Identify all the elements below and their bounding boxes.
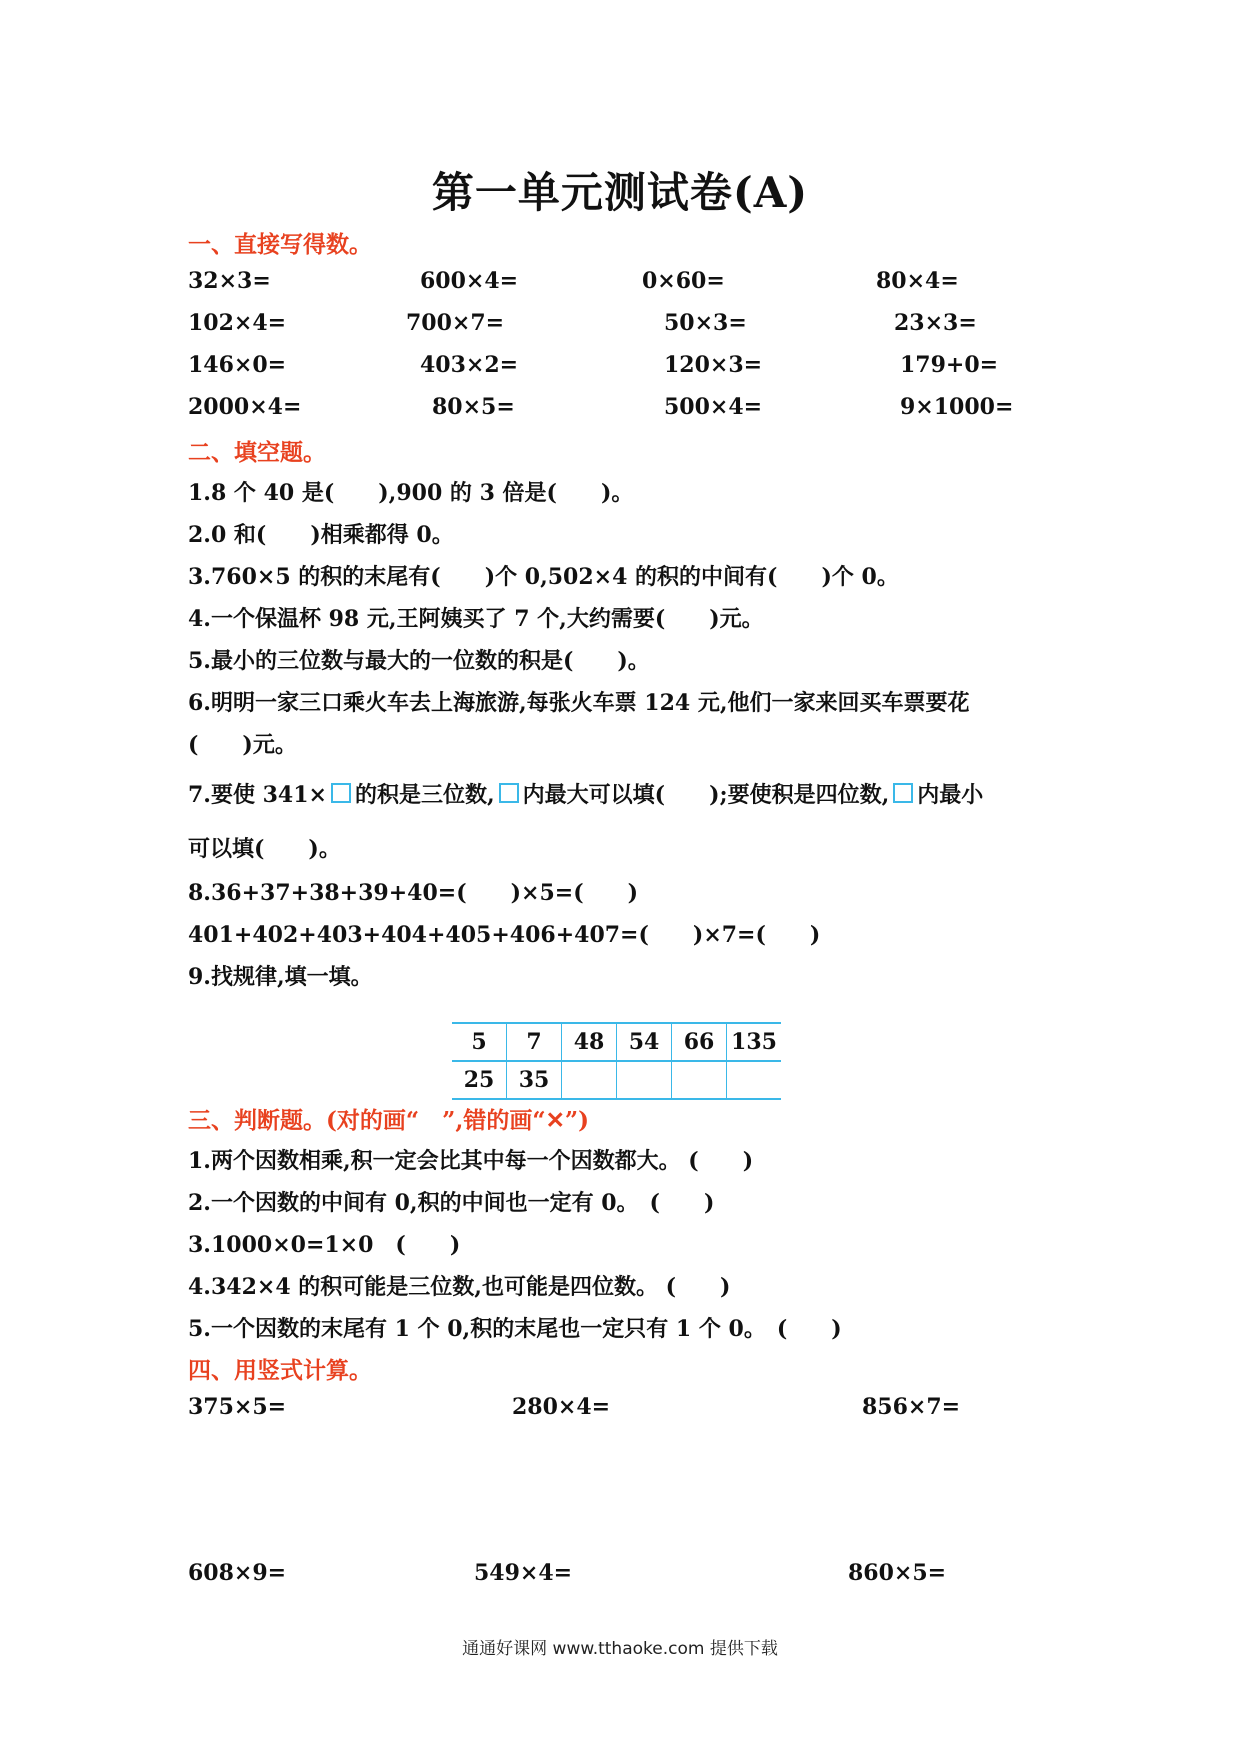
mental-item: 50×3=	[664, 310, 747, 336]
pattern-cell: 25	[452, 1061, 507, 1099]
mental-item: 80×4=	[876, 268, 959, 294]
fill-question-7-line1	[188, 778, 983, 809]
fill-question-8-line1: 8.36+37+38+39+40=( )×5=( )	[188, 880, 639, 906]
mental-item: 0×60=	[642, 268, 725, 294]
pattern-cell: 7	[507, 1023, 562, 1061]
mental-item: 403×2=	[420, 352, 519, 378]
pattern-cell: 35	[507, 1061, 562, 1099]
fill-question-6-line2: ( )元。	[188, 732, 297, 758]
pattern-row-2	[452, 1061, 781, 1099]
pattern-table	[452, 1022, 781, 1100]
mental-item: 80×5=	[432, 394, 515, 420]
q7-text-part2: 的积是三位数,	[354, 782, 495, 808]
answer-box	[331, 783, 351, 803]
section-heading-1: 一、直接写得数。	[188, 231, 372, 258]
pattern-cell-blank	[672, 1061, 727, 1099]
mental-item: 600×4=	[420, 268, 519, 294]
section-heading-4: 四、用竖式计算。	[188, 1357, 372, 1384]
fill-question-7-line2: 可以填( )。	[188, 836, 341, 862]
judge-question-4: 4.342×4 的积可能是三位数,也可能是四位数。 ( )	[188, 1274, 731, 1300]
pattern-cell-blank	[617, 1061, 672, 1099]
judge-question-2: 2.一个因数的中间有 0,积的中间也一定有 0。 ( )	[188, 1190, 715, 1216]
mental-item: 2000×4=	[188, 394, 302, 420]
fill-question-9: 9.找规律,填一填。	[188, 964, 373, 990]
mental-item: 500×4=	[664, 394, 763, 420]
q7-text-part4: 内最小	[917, 782, 984, 808]
judge-question-3: 3.1000×0=1×0 ( )	[188, 1232, 461, 1258]
mental-item: 23×3=	[894, 310, 977, 336]
fill-question-6-line1: 6.明明一家三口乘火车去上海旅游,每张火车票 124 元,他们一家来回买车票要花	[188, 690, 970, 716]
mental-item: 120×3=	[664, 352, 763, 378]
mental-item: 179+0=	[900, 352, 999, 378]
mental-item: 700×7=	[406, 310, 505, 336]
answer-box	[893, 783, 913, 803]
mental-item: 146×0=	[188, 352, 287, 378]
mental-item: 32×3=	[188, 268, 271, 294]
answer-box	[499, 783, 519, 803]
pattern-cell: 66	[672, 1023, 727, 1061]
pattern-cell-blank	[727, 1061, 782, 1099]
vertical-calc-item: 280×4=	[512, 1394, 611, 1420]
vertical-calc-item: 860×5=	[848, 1560, 947, 1586]
mental-item: 9×1000=	[900, 394, 1014, 420]
pattern-cell: 5	[452, 1023, 507, 1061]
pattern-cell-blank	[562, 1061, 617, 1099]
vertical-calc-item: 549×4=	[474, 1560, 573, 1586]
pattern-cell: 135	[727, 1023, 782, 1061]
fill-question-3: 3.760×5 的积的末尾有( )个 0,502×4 的积的中间有( )个 0。	[188, 564, 899, 590]
page-footer: 通通好课网 www.tthaoke.com 提供下载	[462, 1639, 778, 1659]
pattern-row-1	[452, 1023, 781, 1061]
vertical-calc-item: 608×9=	[188, 1560, 287, 1586]
q7-text-part1: 7.要使 341×	[188, 782, 327, 808]
fill-question-2: 2.0 和( )相乘都得 0。	[188, 522, 454, 548]
fill-question-8-line2: 401+402+403+404+405+406+407=( )×7=( )	[188, 922, 821, 948]
q7-text-part3: 内最大可以填( );要使积是四位数,	[522, 782, 890, 808]
fill-question-5: 5.最小的三位数与最大的一位数的积是( )。	[188, 648, 650, 674]
judge-question-5: 5.一个因数的末尾有 1 个 0,积的末尾也一定只有 1 个 0。 ( )	[188, 1316, 842, 1342]
section-heading-3: 三、判断题。(对的画“ ”,错的画“✕”)	[188, 1107, 589, 1134]
page-title: 第一单元测试卷(A)	[431, 168, 809, 217]
fill-question-1: 1.8 个 40 是( ),900 的 3 倍是( )。	[188, 480, 634, 506]
judge-question-1: 1.两个因数相乘,积一定会比其中每一个因数都大。 ( )	[188, 1148, 754, 1174]
mental-item: 102×4=	[188, 310, 287, 336]
vertical-calc-item: 856×7=	[862, 1394, 961, 1420]
pattern-cell: 54	[617, 1023, 672, 1061]
fill-question-4: 4.一个保温杯 98 元,王阿姨买了 7 个,大约需要( )元。	[188, 606, 764, 632]
vertical-calc-item: 375×5=	[188, 1394, 287, 1420]
pattern-cell: 48	[562, 1023, 617, 1061]
section-heading-2: 二、填空题。	[188, 439, 326, 466]
